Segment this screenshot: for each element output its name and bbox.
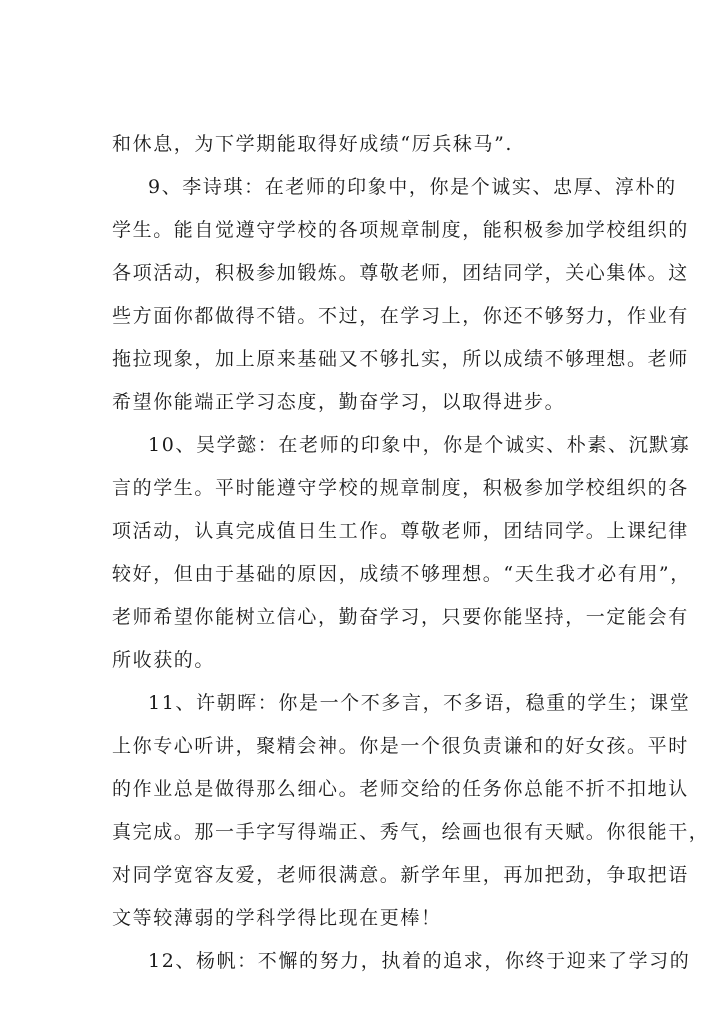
text-line: 些方面你都做得不错。不过，在学习上，你还不够努力，作业有: [112, 305, 689, 327]
text-line-paragraph-start: 9、李诗琪：在老师的印象中，你是个诚实、忠厚、淳朴的: [148, 176, 677, 198]
text-line: 文等较薄弱的学科学得比现在更棒！: [112, 907, 442, 929]
text-line: 真完成。那一手字写得端正、秀气，绘画也很有天赋。你很能干，: [112, 821, 710, 843]
text-line-paragraph-start: 10、吴学懿：在老师的印象中，你是个诚实、朴素、沉默寡: [148, 434, 691, 456]
text-line: 老师希望你能树立信心，勤奋学习，只要你能坚持，一定能会有: [112, 606, 689, 628]
text-line: 和休息，为下学期能取得好成绩“厉兵秣马”.: [112, 133, 514, 155]
text-line: 对同学宽容友爱，老师很满意。新学年里，再加把劲，争取把语: [112, 864, 689, 886]
text-line-paragraph-start: 11、许朝晖：你是一个不多言，不多语，稳重的学生；课堂: [148, 692, 691, 714]
text-line: 各项活动，积极参加锻炼。尊敬老师，团结同学，关心集体。这: [112, 262, 689, 284]
text-line: 项活动，认真完成值日生工作。尊敬老师，团结同学。上课纪律: [112, 520, 689, 542]
text-line: 较好，但由于基础的原因，成绩不够理想。“天生我才必有用”，: [112, 563, 691, 585]
text-line: 的作业总是做得那么细心。老师交给的任务你总能不折不扣地认: [112, 778, 689, 800]
text-line: 上你专心听讲，聚精会神。你是一个很负责谦和的好女孩。平时: [112, 735, 689, 757]
text-line: 所收获的。: [112, 649, 216, 671]
text-line-paragraph-start: 12、杨帆：不懈的努力，执着的追求，你终于迎来了学习的: [148, 950, 691, 972]
text-line: 言的学生。平时能遵守学校的规章制度，积极参加学校组织的各: [112, 477, 689, 499]
text-line: 希望你能端正学习态度，勤奋学习，以取得进步。: [112, 391, 566, 413]
text-line: 学生。能自觉遵守学校的各项规章制度，能积极参加学校组织的: [112, 219, 689, 241]
text-line: 拖拉现象，加上原来基础又不够扎实，所以成绩不够理想。老师: [112, 348, 689, 370]
